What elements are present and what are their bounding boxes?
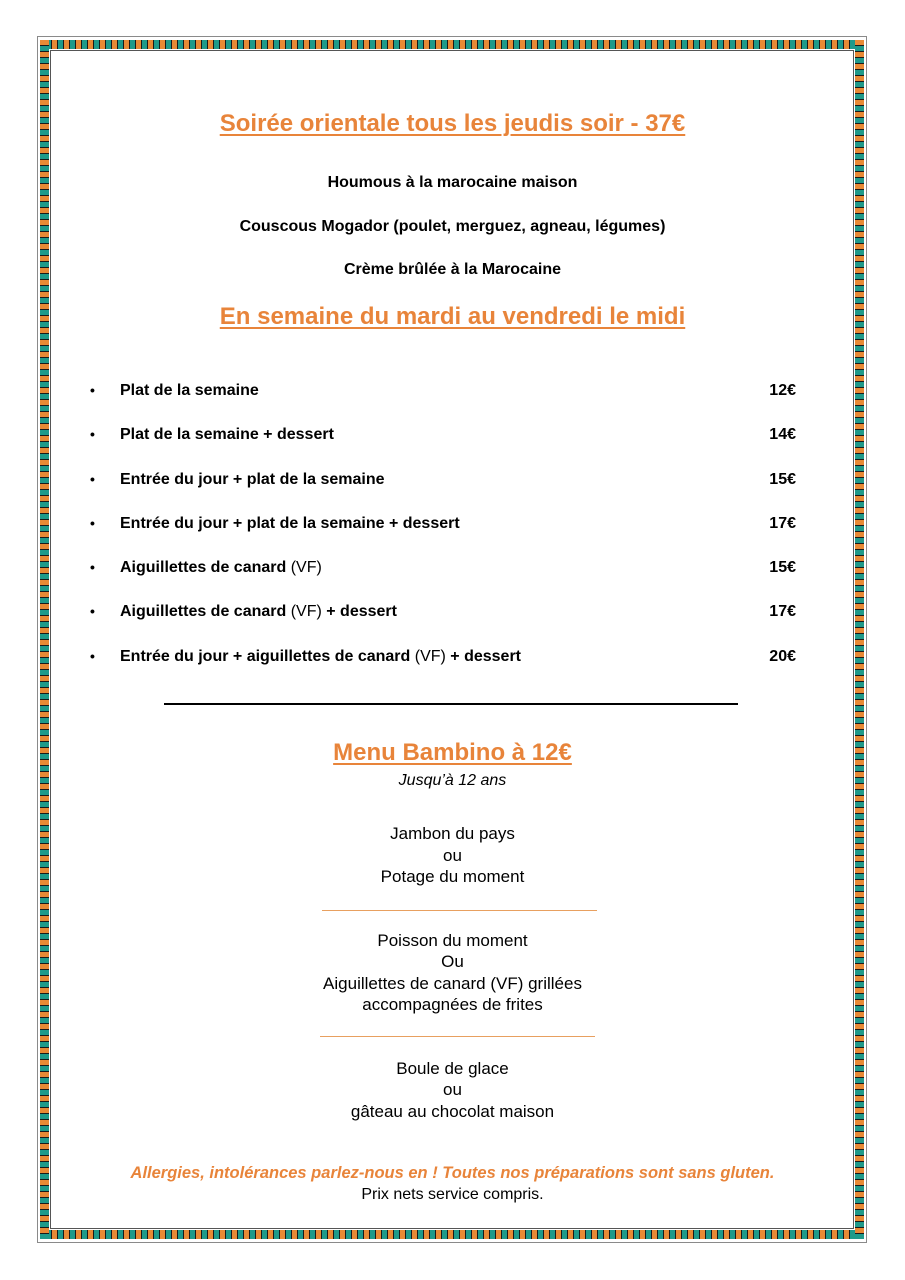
course-divider [322,910,597,911]
bambino-main: Poisson du moment [377,931,528,950]
item-price: 17€ [769,603,796,621]
bambino-title: Menu Bambino à 12€ [333,739,572,766]
price-notice: Prix nets service compris. [361,1186,544,1203]
bambino-main: accompagnées de frites [362,995,543,1014]
item-price: 17€ [769,514,796,532]
item-price: 15€ [769,559,796,577]
item-price: 14€ [769,426,796,444]
item-label: Entrée du jour + aiguillettes de canard (VF) + dessert [120,647,521,665]
bambino-starter-or: ou [443,846,462,865]
item-price: 15€ [769,470,796,488]
soiree-title: Soirée orientale tous les jeudis soir - 37€ [219,110,686,137]
bullet: • [90,559,95,576]
bullet: • [90,382,95,398]
bambino-starter: Potage du moment [380,867,525,886]
list-item [90,424,810,468]
weekday-menu-list [90,380,810,690]
course-divider [320,1036,595,1037]
soiree-item: Couscous Mogador (poulet, merguez, agneau, légumes) [239,218,666,235]
bullet: • [90,514,95,531]
semaine-title: En semaine du mardi au vendredi le midi [219,303,686,330]
item-label: Aiguillettes de canard (VF) [120,559,322,577]
decorative-border-top [40,40,864,49]
soiree-item: Houmous à la marocaine maison [327,174,578,191]
item-label: Aiguillettes de canard (VF) + dessert [120,603,397,621]
bambino-dessert: Boule de glace [396,1059,509,1078]
list-item [90,557,810,601]
bullet: • [90,603,95,620]
bambino-dessert: gâteau au chocolat maison [350,1102,555,1121]
item-label: Entrée du jour + plat de la semaine [120,470,385,488]
bambino-subtitle: Jusqu’à 12 ans [398,772,507,789]
bullet: • [90,647,95,664]
list-item [90,646,810,690]
list-item [90,380,810,424]
item-label: Plat de la semaine [120,382,259,399]
item-price: 20€ [769,647,796,665]
list-item [90,469,810,513]
bambino-main: Aiguillettes de canard (VF) grillées [323,974,582,993]
bambino-starter: Jambon du pays [390,824,515,843]
list-item [90,513,810,557]
list-item [90,601,810,645]
allergy-notice: Allergies, intolérances parlez-nous en ! Toutes nos préparations sont sans gluten. [130,1164,775,1182]
item-price: 12€ [769,382,796,399]
bullet: • [90,426,95,443]
item-label: Plat de la semaine + dessert [120,426,334,444]
item-label: Entrée du jour + plat de la semaine + dessert [120,514,460,532]
section-divider [164,703,738,705]
bambino-main-or: Ou [441,952,464,971]
bullet: • [90,470,95,487]
soiree-item: Crème brûlée à la Marocaine [344,261,561,278]
decorative-border-bottom [40,1230,864,1239]
bambino-dessert-or: ou [443,1080,462,1099]
